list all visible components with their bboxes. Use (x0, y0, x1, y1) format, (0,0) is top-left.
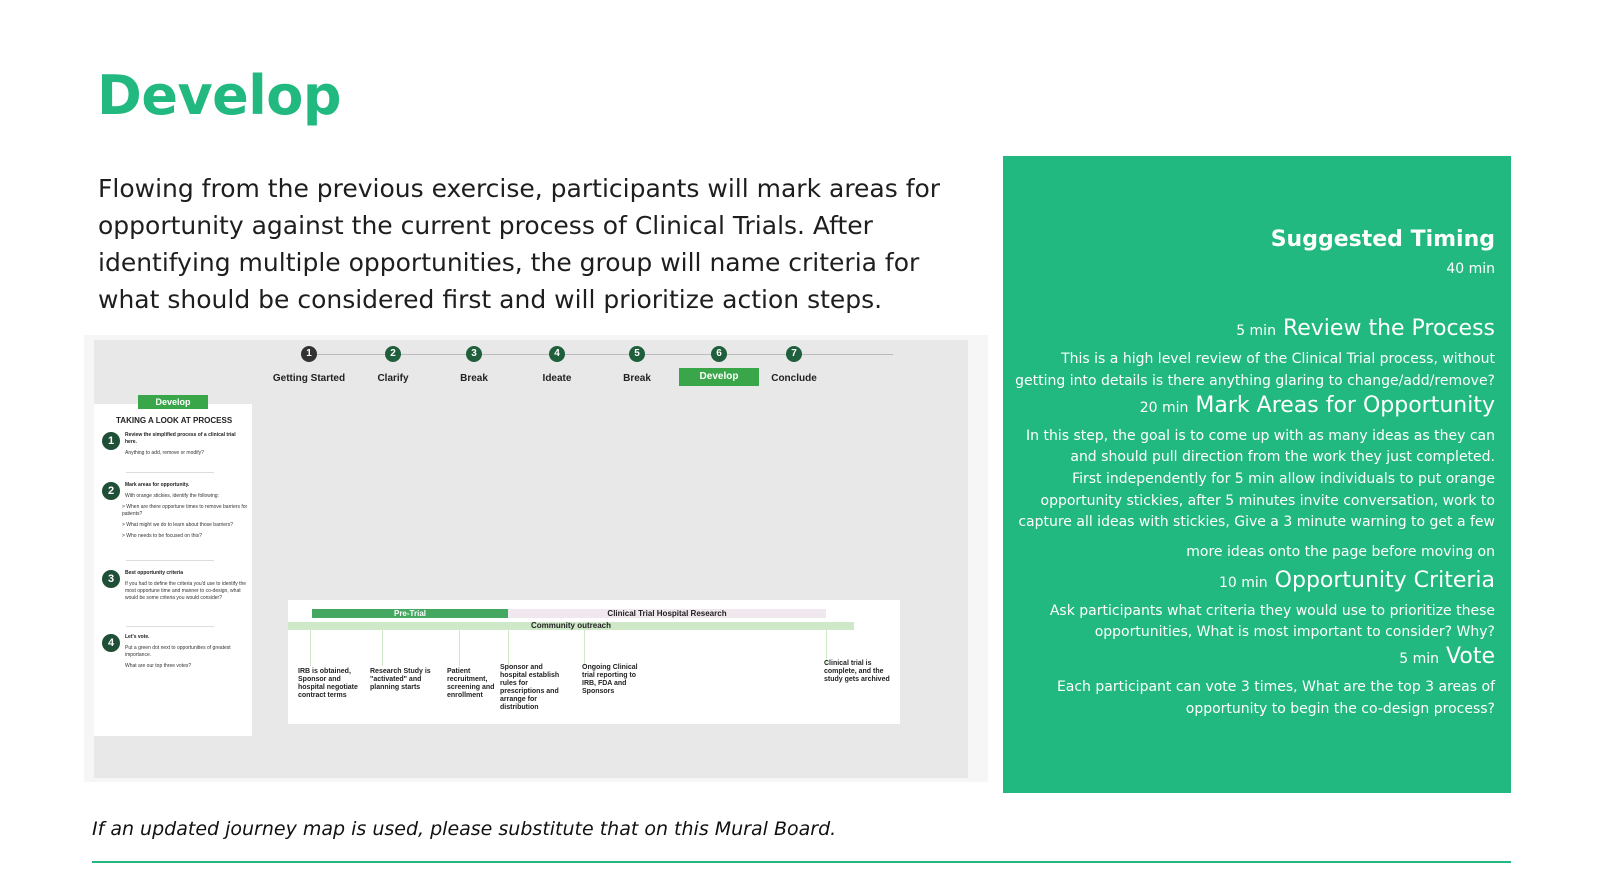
item-number: 2 (102, 482, 120, 500)
step-label: Ideate (542, 373, 572, 384)
item-text: With orange stickies, identify the following: (125, 493, 219, 499)
section-title (1236, 316, 1495, 341)
section-body: Each participant can vote 3 times, What are the top 3 areas of (1056, 679, 1495, 695)
step-number: 3 (466, 346, 482, 362)
suggested-timing-box (1003, 156, 1511, 793)
section-body: First independently for 5 min allow individuals to put orange (1072, 471, 1495, 487)
step-label: Break (460, 373, 488, 384)
section-body: Ask participants what criteria they would use to prioritize these (1049, 603, 1495, 619)
timeline-label: Clinical trial is complete, and the study gets archived (824, 660, 890, 683)
item-number: 4 (102, 634, 120, 652)
item-number: 3 (102, 570, 120, 588)
footer-note: If an updated journey map is used, please substitute that on this Mural Board. (92, 818, 837, 840)
section-name: Review the Process (1282, 316, 1495, 341)
section-body: capture all ideas with stickies, Give a 3 minute warning to get a few (1018, 514, 1495, 530)
section-minutes: 10 min (1218, 575, 1268, 591)
divider (126, 560, 214, 561)
divider (126, 626, 214, 627)
section-minutes: 5 min (1399, 651, 1440, 667)
section-body: opportunity to begin the co-design process? (1185, 701, 1495, 717)
section-title (1140, 393, 1495, 418)
item-text: What are our top three votes? (125, 663, 192, 669)
section-body: opportunity stickies, after 5 minutes invite conversation, work to (1040, 493, 1495, 509)
timeline-label: Ongoing Clinical trial reporting to IRB, FDA and Sponsors (582, 664, 638, 695)
item-heading: Review the simplified process of a clinical trial here. (125, 432, 236, 445)
footer-rule (92, 861, 1511, 863)
step-number: 2 (385, 346, 401, 362)
section-body: opportunities, What is most important to consider? Why? (1094, 624, 1495, 640)
item-heading: Let's vote. (125, 634, 150, 640)
timeline-tick (382, 630, 383, 666)
timeline-label: Sponsor and hospital establish rules for prescriptions and arrange for distribution (500, 664, 560, 711)
research-bar: Clinical Trial Hospital Research (508, 609, 826, 618)
panel-title: TAKING A LOOK AT PROCESS (116, 416, 233, 425)
item-sub: > When are there opportune times to remove barriers for patients? (122, 504, 248, 517)
item-text: Anything to add, remove or modify? (125, 450, 204, 456)
section-title (1399, 644, 1495, 669)
page-title: Develop (97, 64, 342, 127)
timeline-tick (310, 630, 311, 666)
item-heading: Mark areas for opportunity. (125, 482, 190, 488)
item-number: 1 (102, 432, 120, 450)
section-minutes: 5 min (1236, 323, 1276, 339)
step-number: 4 (549, 346, 565, 362)
timing-heading: Suggested Timing (1270, 227, 1495, 252)
timing-total: 40 min (1446, 261, 1495, 277)
process-timeline (288, 600, 900, 724)
item-text: If you had to define the criteria you'd use to identify the most opportune time and manner to co-design, what would be some criteria you would consider? (125, 581, 247, 601)
process-panel (94, 404, 252, 736)
panel-item-2 (102, 482, 248, 540)
timeline-label: IRB is obtained, Sponsor and hospital negotiate contract terms (298, 668, 358, 699)
step-number: 1 (301, 346, 317, 362)
section-body: In this step, the goal is to come up with as many ideas as they can (1026, 428, 1495, 444)
timeline-tick (584, 630, 585, 666)
section-name: Opportunity Criteria (1274, 568, 1495, 593)
item-text: Put a green dot next to opportunities of greatest importance. (125, 645, 231, 658)
pre-trial-bar: Pre-Trial (312, 609, 508, 618)
develop-tag: Develop (138, 395, 208, 409)
section-body: and should pull direction from the work they just completed. (1070, 449, 1495, 465)
step-number: 5 (629, 346, 645, 362)
timeline-label: Patient recruitment, screening and enrollment (447, 668, 495, 699)
section-body: more ideas onto the page before moving on (1186, 544, 1495, 560)
step-label: Break (623, 373, 651, 384)
panel-item-4 (102, 634, 248, 670)
item-sub: > What might we do to learn about those barriers? (122, 522, 234, 528)
intro-paragraph: Flowing from the previous exercise, participants will mark areas for opportunity against the current process of Clinical Trials. After identifying multiple opportunities, the group will name criteria for what should be considered first and will prioritize action steps. (98, 174, 941, 314)
step-label: Clarify (377, 373, 409, 384)
step-number: 7 (786, 346, 802, 362)
step-number: 6 (711, 346, 727, 362)
timeline-tick (459, 630, 460, 666)
section-name: Vote (1446, 644, 1495, 669)
section-name: Mark Areas for Opportunity (1195, 393, 1495, 418)
item-heading: Best opportunity criteria (125, 570, 184, 576)
step-label: Getting Started (272, 373, 346, 384)
timeline-label: Research Study is "activated" and planning starts (370, 668, 431, 691)
timeline-tick (508, 630, 509, 666)
section-minutes: 20 min (1139, 400, 1189, 416)
divider (126, 472, 214, 473)
item-sub: > Who needs to be focused on this? (122, 533, 202, 539)
step-label-active: Develop (679, 368, 759, 386)
section-body: getting into details is there anything glaring to change/add/remove? (1015, 373, 1495, 389)
step-label: Conclude (771, 373, 817, 384)
step-conclude (744, 346, 844, 388)
section-title (1219, 568, 1495, 593)
panel-item-1 (102, 432, 248, 457)
mural-board (94, 340, 968, 778)
section-body: This is a high level review of the Clinical Trial process, without (1061, 351, 1495, 367)
outreach-bar: Community outreach (288, 622, 854, 630)
panel-item-3 (102, 570, 248, 602)
